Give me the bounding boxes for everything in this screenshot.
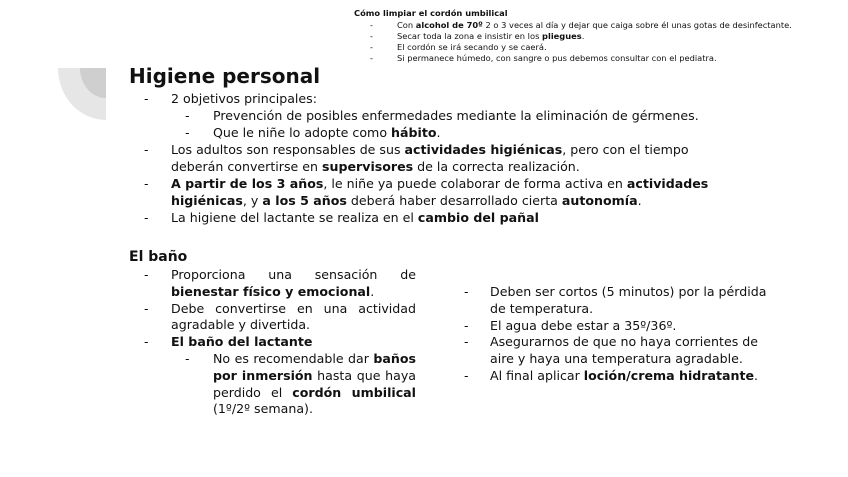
list-item: - Secar toda la zona e insistir en los pliegues. <box>354 31 832 42</box>
list-item: - La higiene del lactante se realiza en el cambio del pañal <box>140 209 712 226</box>
list-item: - 2 objetivos principales: - Prevención de posibles enfermedades mediante la eliminación de gérmenes. - Que le niñe lo adopte como hábito. <box>140 90 712 141</box>
list-item: - Proporciona una sensación de bienestar físico y emocional. <box>140 267 416 301</box>
page-title: Higiene personal <box>129 64 321 88</box>
list-item: - Asegurarnos de que no haya corrientes de aire y haya una temperatura agradable. <box>460 334 770 368</box>
list-item: - Con alcohol de 70º 2 o 3 veces al día y dejar que caiga sobre él unas gotas de desinfectante. <box>354 20 832 31</box>
list-item: - El baño del lactante - No es recomendable dar baños por inmersión hasta que haya perdido el cordón umbilical (1º/2º semana). <box>140 334 416 418</box>
list-item: - Que le niñe lo adopte como hábito. <box>171 124 712 141</box>
list-item: - Si permanece húmedo, con sangre o pus debemos consultar con el pediatra. <box>354 53 832 64</box>
list-item: - El agua debe estar a 35º/36º. <box>460 318 770 335</box>
list-item: - Debe convertirse en una actividad agradable y divertida. <box>140 301 416 335</box>
hygiene-section <box>140 90 712 226</box>
list-item: - El cordón se irá secando y se caerá. <box>354 42 832 53</box>
section-title-bath: El baño <box>129 249 188 265</box>
bath-right-column <box>460 284 770 385</box>
list-item: - Deben ser cortos (5 minutos) por la pérdida de temperatura. <box>460 284 770 318</box>
cord-list <box>354 20 832 64</box>
list-item: - No es recomendable dar baños por inmersión hasta que haya perdido el cordón umbilical (1º/2º semana). <box>171 351 416 418</box>
cord-cleaning-box <box>354 8 832 64</box>
list-item: - A partir de los 3 años, le niñe ya puede colaborar de forma activa en actividades higiénicas, y a los 5 años deberá haber desarrollado cierta autonomía. <box>140 175 712 209</box>
list-item: - Los adultos son responsables de sus actividades higiénicas, pero con el tiempo deberán convertirse en supervisores de la correcta realización. <box>140 141 712 175</box>
list-item: - Al final aplicar loción/crema hidratante. <box>460 368 770 385</box>
list-item: - Prevención de posibles enfermedades mediante la eliminación de gérmenes. <box>171 107 712 124</box>
bath-left-column <box>140 267 416 418</box>
decorative-quarter-circle <box>58 68 106 120</box>
cord-title: Cómo limpiar el cordón umbilical <box>354 8 508 18</box>
